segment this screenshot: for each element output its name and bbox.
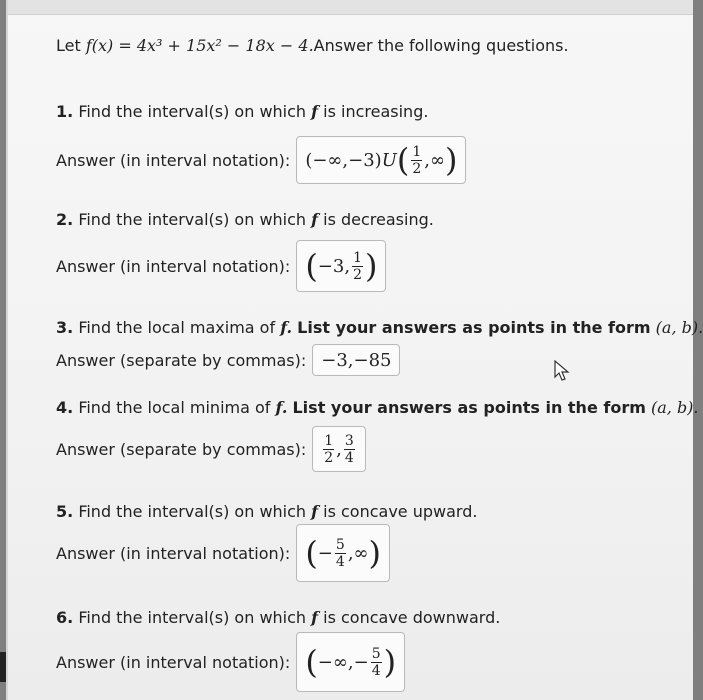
answer-label: Answer (in interval notation): [56,150,291,170]
fraction: $\frac{5}{4}$ [371,645,381,679]
answer-label: Answer (in interval notation): [56,256,291,276]
answer-box-3[interactable]: −3,−85 [312,344,400,376]
question-6: 6. Find the interval(s) on which f is concave downward. [56,608,501,627]
question-1: 1. Find the interval(s) on which f is increasing. [56,102,429,121]
question-4: 4. Find the local minima of f. List your answers as points in the form (a, b). [56,398,699,417]
answer-label: Answer (in interval notation): [56,543,291,563]
answer-row-5 [56,524,390,582]
answer-row-3 [56,344,400,376]
question-3: 3. Find the local maxima of f. List your answers as points in the form (a, b). [56,318,703,337]
question-2: 2. Find the interval(s) on which f is decreasing. [56,210,434,229]
answer-row-6 [56,632,405,692]
answer-row-1 [56,136,466,184]
answer-box-5[interactable]: ( − $\frac{5}{4}$ ,∞ ) [296,524,390,582]
top-border [8,0,693,15]
answer-box-4[interactable]: $\frac{1}{2}$ , $\frac{3}{4}$ [312,426,366,472]
fraction: $\frac{5}{4}$ [335,536,345,570]
problem-statement: Let f(x) = 4x³ + 15x² − 18x − 4. Answer the following questions. [56,36,569,55]
answer-box-2[interactable]: ( −3, $\frac{1}{2}$ ) [296,240,386,292]
mouse-cursor-icon [553,360,571,382]
answer-row-4 [56,426,366,472]
answer-box-6[interactable]: ( −∞,− $\frac{5}{4}$ ) [296,632,405,692]
question-5: 5. Find the interval(s) on which f is concave upward. [56,502,478,521]
answer-box-1[interactable]: (−∞,−3) U ( $\frac{1}{2}$ ,∞ ) [296,136,466,184]
answer-label: Answer (separate by commas): [56,350,307,370]
function-definition: f(x) = 4x³ + 15x² − 18x − 4. [85,36,314,55]
left-edge-bar [0,652,6,682]
fraction: $\frac{1}{2}$ [412,143,422,177]
fraction: $\frac{1}{2}$ [353,249,362,283]
question-page [6,0,703,700]
fraction: $\frac{1}{2}$ [324,432,334,466]
answer-label: Answer (in interval notation): [56,652,291,672]
answer-row-2 [56,240,386,292]
fraction: $\frac{3}{4}$ [344,432,354,466]
answer-label: Answer (separate by commas): [56,439,307,459]
